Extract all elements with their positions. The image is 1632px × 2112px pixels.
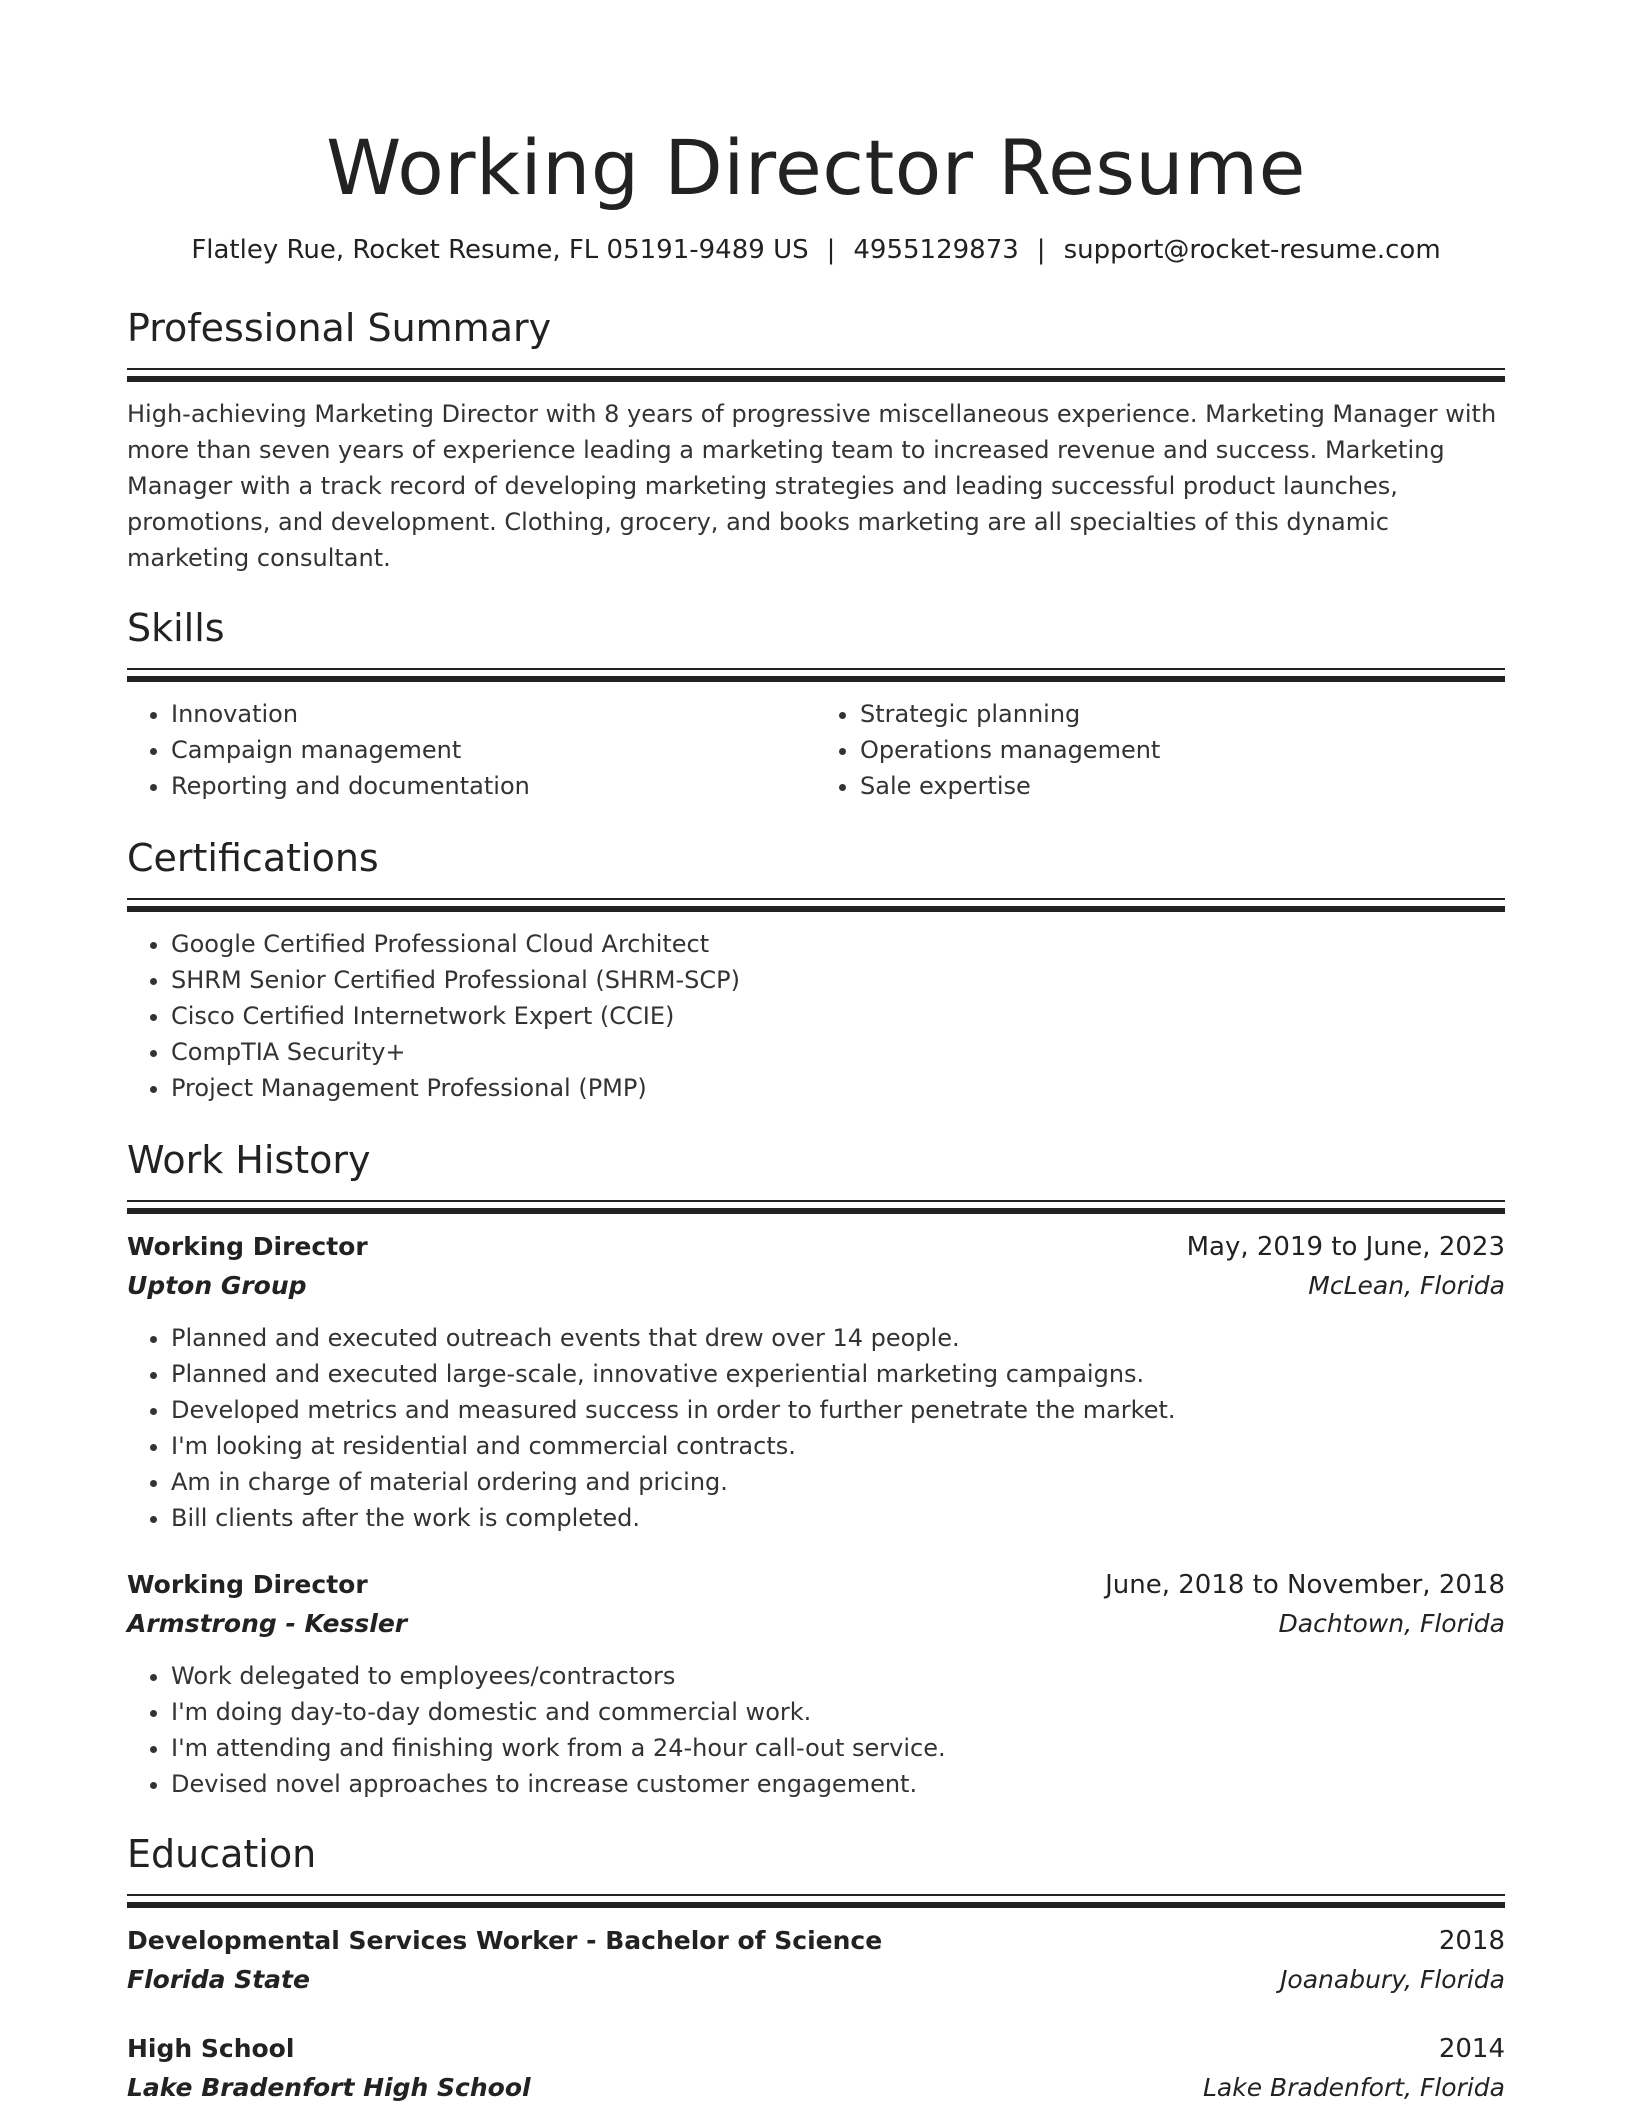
contact-separator: | [1036,235,1046,265]
contact-line [127,232,1505,268]
skills-list-left [127,696,816,804]
section-title-certifications: Certifications [127,836,379,880]
job-title: Working Director [127,1232,368,1261]
certification-item: • Cisco Certified Internetwork Expert (CCIE) [171,998,1505,1034]
certification-item: • Project Management Professional (PMP) [171,1070,1505,1106]
certifications-list [127,926,1505,1106]
section-divider [127,898,1505,912]
summary-section [127,304,1505,576]
section-divider [127,1200,1505,1214]
education-school: Florida State [127,1965,310,1994]
contact-address: Flatley Rue, Rocket Resume, FL 05191-9489 US [191,235,809,265]
education-school: Lake Bradenfort High School [127,2073,531,2102]
section-divider [127,368,1505,382]
job-company: Upton Group [127,1271,307,1300]
section-title-work-history: Work History [127,1138,371,1182]
skills-list-right [816,696,1505,804]
job-bullet: • Planned and executed outreach events that drew over 14 people. [171,1320,1505,1356]
job-bullet: • Planned and executed large-scale, innovative experiential marketing campaigns. [171,1356,1505,1392]
job-bullet: • Am in charge of material ordering and pricing. [171,1464,1505,1500]
skill-item: • Innovation [171,696,816,732]
job-header [127,1228,1505,1266]
education-year: 2014 [1438,2034,1505,2064]
skill-item: • Operations management [860,732,1505,768]
job-bullet: • I'm looking at residential and commercial contracts. [171,1428,1505,1464]
job-bullet: • I'm doing day-to-day domestic and commercial work. [171,1694,1505,1730]
job-header [127,1566,1505,1604]
job-bullets [127,1658,1505,1802]
skills-column-left [127,696,816,804]
education-location: Joanabury, Florida [1280,1965,1505,1994]
job-entry [127,1566,1505,1802]
job-bullets [127,1320,1505,1536]
certifications-section [127,834,1505,1106]
job-bullet: • Developed metrics and measured success in order to further penetrate the market. [171,1392,1505,1428]
job-location: Dachtown, Florida [1278,1609,1505,1638]
education-degree: High School [127,2034,295,2063]
job-entry [127,1228,1505,1536]
job-company: Armstrong - Kessler [127,1609,408,1638]
contact-separator: | [826,235,836,265]
section-title-summary: Professional Summary [127,306,552,350]
skill-item: • Campaign management [171,732,816,768]
education-degree: Developmental Services Worker - Bachelor of Science [127,1926,883,1955]
job-bullet: • Bill clients after the work is completed. [171,1500,1505,1536]
skills-columns [127,696,1505,804]
job-dates: May, 2019 to June, 2023 [1186,1232,1505,1262]
summary-text: High-achieving Marketing Director with 8 years of progressive miscellaneous experience. Marketing Manager with more than seven years of experience leading a marketing team to increased revenue and success. Marketing Manager with a track record of developing marketing strategies and leading successful product launches, promotions, and development. Clothing, grocery, and books marketing are all specialties of this dynamic marketing consultant. [127,400,1497,572]
education-subheader [127,1960,1505,2000]
education-section [127,1830,1505,2108]
skill-item: • Reporting and documentation [171,768,816,804]
section-divider [127,1894,1505,1908]
education-header [127,2030,1505,2068]
certification-item: • CompTIA Security+ [171,1034,1505,1070]
section-title-skills: Skills [127,606,225,650]
education-year: 2018 [1438,1926,1505,1956]
job-bullet: • I'm attending and finishing work from a 24-hour call-out service. [171,1730,1505,1766]
education-entry [127,1922,1505,2000]
education-header [127,1922,1505,1960]
section-divider [127,668,1505,682]
skill-item: • Sale expertise [860,768,1505,804]
education-entry [127,2030,1505,2108]
job-location: McLean, Florida [1308,1271,1505,1300]
job-title: Working Director [127,1570,368,1599]
skills-section [127,604,1505,804]
resume-name: Working Director Resume [326,123,1306,212]
certification-item: • SHRM Senior Certified Professional (SHRM-SCP) [171,962,1505,998]
contact-phone: 4955129873 [853,235,1019,265]
work-history-section [127,1136,1505,1802]
job-bullet: • Devised novel approaches to increase customer engagement. [171,1766,1505,1802]
section-title-education: Education [127,1832,317,1876]
education-subheader [127,2068,1505,2108]
job-bullet: • Work delegated to employees/contractors [171,1658,1505,1694]
contact-email[interactable]: support@rocket-resume.com [1063,235,1441,265]
job-subheader [127,1604,1505,1644]
certification-item: • Google Certified Professional Cloud Architect [171,926,1505,962]
skills-column-right [816,696,1505,804]
skill-item: • Strategic planning [860,696,1505,732]
education-location: Lake Bradenfort, Florida [1202,2073,1505,2102]
job-subheader [127,1266,1505,1306]
job-dates: June, 2018 to November, 2018 [1105,1570,1505,1600]
